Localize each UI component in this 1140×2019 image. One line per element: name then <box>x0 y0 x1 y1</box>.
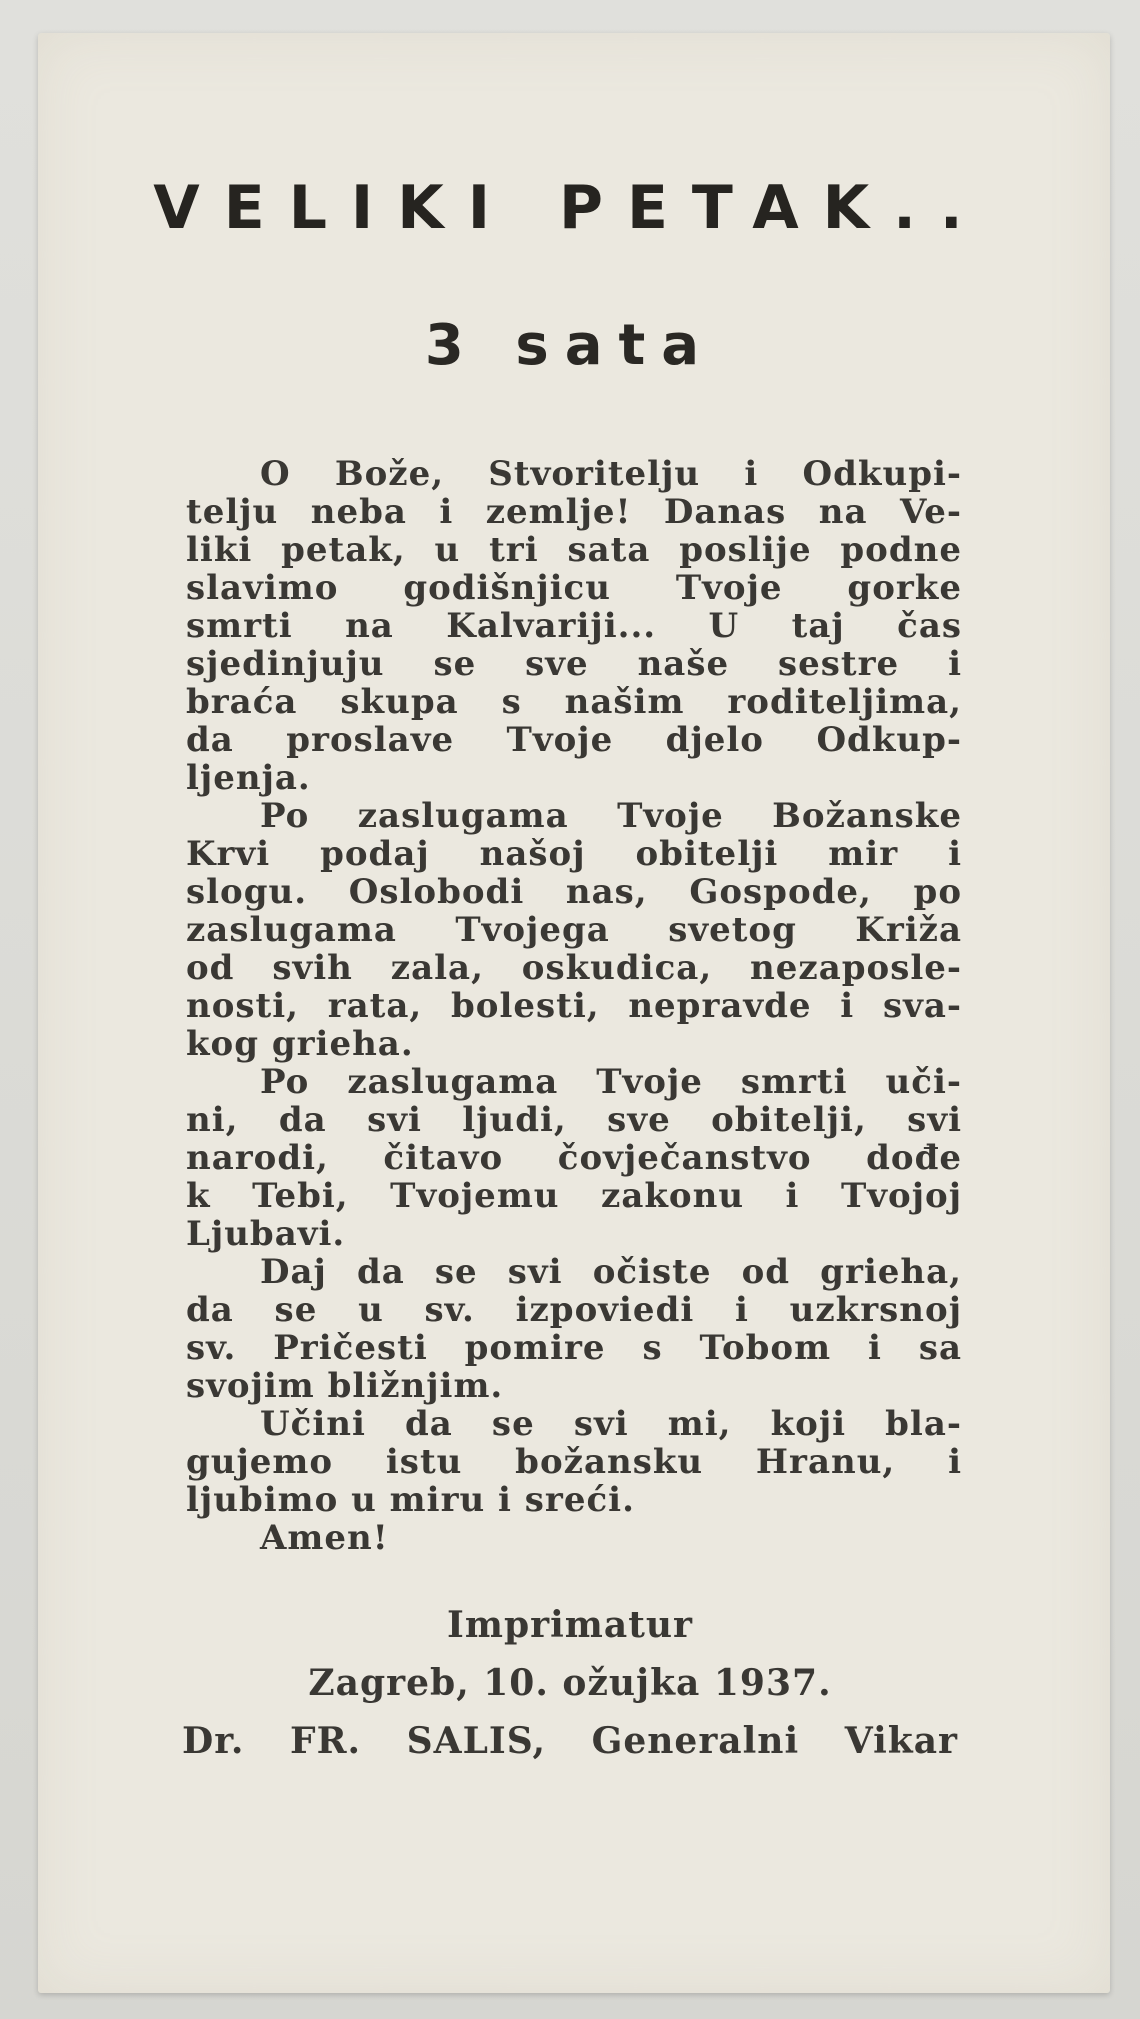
prayer-line: zaslugama Tvojega svetog Križa <box>186 910 962 950</box>
prayer-line: Ljubavi. <box>186 1214 346 1254</box>
prayer-line: ljubimo u miru i sreći. <box>186 1480 635 1520</box>
prayer-line: gujemo istu božansku Hranu, i <box>186 1442 962 1482</box>
prayer-line: telju neba i zemlje! Danas na Ve- <box>186 492 962 532</box>
card-title: VELIKI PETAK.. <box>153 173 987 243</box>
imprimatur-heading: Imprimatur <box>447 1604 693 1646</box>
prayer-line: da se u sv. izpoviedi i uzkrsnoj <box>186 1290 962 1330</box>
prayer-line: Po zaslugama Tvoje smrti uči- <box>260 1062 962 1102</box>
prayer-line: od svih zala, oskudica, nezaposle- <box>186 948 962 988</box>
prayer-line: Amen! <box>260 1518 389 1558</box>
prayer-line: sv. Pričesti pomire s Tobom i sa <box>186 1328 962 1368</box>
card-subtitle: 3 sata <box>424 313 716 378</box>
prayer-line: ni, da svi ljudi, sve obitelji, svi <box>186 1100 962 1140</box>
prayer-line: Krvi podaj našoj obitelji mir i <box>186 834 962 874</box>
prayer-line: Daj da se svi očiste od grieha, <box>260 1252 962 1292</box>
prayer-line: da proslave Tvoje djelo Odkup- <box>186 720 962 760</box>
prayer-line: sjedinjuju se sve naše sestre i <box>186 644 962 684</box>
signature-line: Dr. FR. SALIS, Generalni Vikar <box>182 1720 958 1762</box>
prayer-line: slavimo godišnjicu Tvoje gorke <box>186 568 962 608</box>
place-date: Zagreb, 10. ožujka 1937. <box>308 1662 832 1704</box>
prayer-line: svojim bližnjim. <box>186 1366 504 1406</box>
imprimatur-block <box>0 1596 1140 1770</box>
prayer-line: liki petak, u tri sata poslije podne <box>186 530 962 570</box>
prayer-line: k Tebi, Tvojemu zakonu i Tvojoj <box>186 1176 962 1216</box>
prayer-text <box>186 455 962 1557</box>
prayer-line: braća skupa s našim roditeljima, <box>186 682 962 722</box>
prayer-line: slogu. Oslobodi nas, Gospode, po <box>186 872 962 912</box>
prayer-line: kog grieha. <box>186 1024 414 1064</box>
prayer-line: Učini da se svi mi, koji bla- <box>260 1404 962 1444</box>
prayer-line: nosti, rata, bolesti, nepravde i sva- <box>186 986 962 1026</box>
prayer-line: smrti na Kalvariji... U taj čas <box>186 606 962 646</box>
prayer-line: Po zaslugama Tvoje Božanske <box>260 796 962 836</box>
prayer-line: ljenja. <box>186 758 311 798</box>
prayer-line: O Bože, Stvoritelju i Odkupi- <box>260 454 962 494</box>
prayer-line: narodi, čitavo čovječanstvo dođe <box>186 1138 962 1178</box>
